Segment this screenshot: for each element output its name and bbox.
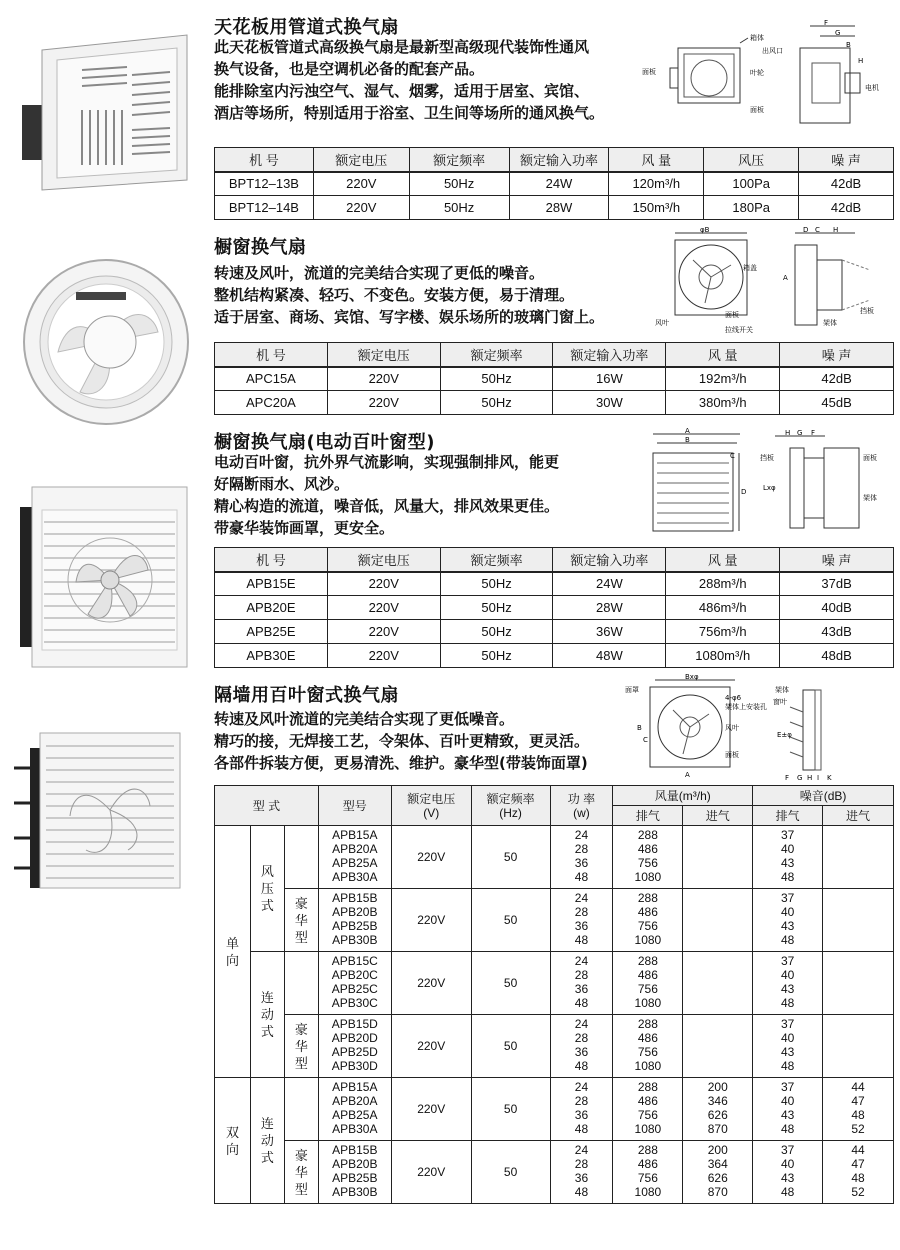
svg-text:Lxφ: Lxφ xyxy=(763,484,776,492)
table-row: APC15A 220V 50Hz 16W 192m³/h 42dB xyxy=(215,367,894,391)
svg-text:B: B xyxy=(637,724,642,732)
svg-text:H: H xyxy=(858,57,864,65)
spec-table-wall-fan xyxy=(214,785,894,1204)
table-row: 豪 华 型 APB15B APB20B APB25B APB30B 220V 50 24 28 36 48 288 486 756 1080 37 40 43 48 xyxy=(215,889,894,952)
section-title: 橱窗换气扇 xyxy=(214,237,307,258)
svg-text:面板: 面板 xyxy=(642,68,656,76)
table-row: APB25E 220V 50Hz 36W 756m³/h 43dB xyxy=(215,620,894,644)
table-row: APB15E 220V 50Hz 24W 288m³/h 37dB xyxy=(215,572,894,596)
svg-text:风叶: 风叶 xyxy=(725,724,739,732)
section-title: 天花板用管道式换气扇 xyxy=(214,17,399,38)
table-row: 豪 华 型 APB15B APB20B APB25B APB30B 220V 50 24 28 36 48 288 486 756 1080 200 364 626 870 37 40 43 48 44 47 48 52 xyxy=(215,1141,894,1204)
svg-text:C: C xyxy=(643,736,648,744)
svg-text:C: C xyxy=(730,452,735,460)
svg-text:D: D xyxy=(741,488,747,496)
svg-text:面板: 面板 xyxy=(725,311,739,319)
svg-text:A: A xyxy=(685,771,690,779)
svg-text:C: C xyxy=(815,226,820,234)
spec-table-window-fan xyxy=(214,342,894,415)
svg-text:面罩: 面罩 xyxy=(625,686,639,694)
table-row: APB20E 220V 50Hz 28W 486m³/h 40dB xyxy=(215,596,894,620)
table-row: 连 动 式 APB15C APB20C APB25C APB30C 220V 50 24 28 36 48 288 486 756 1080 37 40 43 48 xyxy=(215,952,894,1015)
svg-text:F: F xyxy=(811,429,816,437)
svg-text:E±φ: E±φ xyxy=(777,731,792,739)
svg-text:H: H xyxy=(785,429,791,437)
svg-text:箱盖: 箱盖 xyxy=(743,264,757,272)
ceiling-fan-photo xyxy=(12,30,192,195)
section-title: 隔墙用百叶窗式换气扇 xyxy=(214,685,399,706)
table-header-row: 型 式 型号 额定电压 (V) 额定频率 (Hz) 功 率 (w) 风量(m³/h) 噪音(dB) xyxy=(215,786,894,806)
svg-text:F: F xyxy=(785,774,790,782)
spec-table-shutter-fan xyxy=(214,547,894,668)
svg-text:φB: φB xyxy=(700,226,710,234)
svg-text:H: H xyxy=(807,774,813,782)
table-row: APB30E 220V 50Hz 48W 1080m³/h 48dB xyxy=(215,644,894,668)
section-description: 转速及风叶流道的完美结合实现了更低噪音。 精巧的接，无焊接工艺，令架体、百叶更精致，更灵活。 各部件拆装方便，更易清洗、维护。豪华型(带装饰面罩) xyxy=(214,710,590,772)
section-title: 橱窗换气扇(电动百叶窗型) xyxy=(214,432,435,453)
table-header-row: 机 号 额定电压 额定频率 额定输入功率 风 量 噪 声 xyxy=(215,343,894,367)
wall-shutter-fan-diagram xyxy=(625,672,895,784)
svg-text:H: H xyxy=(833,226,839,234)
svg-text:A: A xyxy=(783,274,788,282)
round-window-fan-photo xyxy=(18,252,193,432)
section-description: 转速及风叶，流道的完美结合实现了更低的噪音。 整机结构紧凑、轻巧、不变色。安装方便，易于清理。 适于居室、商场、宾馆、写字楼、娱乐场所的玻璃门窗上。 xyxy=(214,264,605,326)
svg-text:面板: 面板 xyxy=(725,751,739,759)
svg-text:挡板: 挡板 xyxy=(760,454,774,462)
svg-text:B: B xyxy=(685,436,690,444)
svg-text:架体: 架体 xyxy=(823,319,837,327)
table-row: APC20A 220V 50Hz 30W 380m³/h 45dB xyxy=(215,391,894,415)
svg-text:架体: 架体 xyxy=(775,686,789,694)
table-row: 单 向 风 压 式 APB15A APB20A APB25A APB30A 220V 50 24 28 36 48 288 486 756 1080 37 40 43 48 xyxy=(215,826,894,889)
table-row: BPT12–13B 220V 50Hz 24W 120m³/h 100Pa 42dB xyxy=(215,172,894,196)
svg-text:架体: 架体 xyxy=(863,494,877,502)
svg-text:拉线开关: 拉线开关 xyxy=(725,326,753,334)
table-row: BPT12–14B 220V 50Hz 28W 150m³/h 180Pa 42dB xyxy=(215,196,894,220)
table-header-row: 机 号 额定电压 额定频率 额定输入功率 风 量 噪 声 xyxy=(215,548,894,572)
svg-text:架体上安装孔: 架体上安装孔 xyxy=(725,703,767,711)
svg-text:窗叶: 窗叶 xyxy=(773,698,787,706)
svg-text:出风口: 出风口 xyxy=(762,47,783,55)
svg-text:风叶: 风叶 xyxy=(655,319,669,327)
svg-text:叶轮: 叶轮 xyxy=(750,69,764,77)
svg-text:B: B xyxy=(846,41,851,49)
section-description: 电动百叶窗，抗外界气流影响，实现强制排风，能更 好隔断雨水、风沙。 精心构造的流道，噪音低，风量大，排风效果更佳。 带豪华装饰画罩，更安全。 xyxy=(214,453,560,537)
svg-text:挡板: 挡板 xyxy=(860,307,874,315)
svg-text:Bxφ: Bxφ xyxy=(685,673,699,681)
svg-text:电机: 电机 xyxy=(865,84,879,92)
svg-text:G: G xyxy=(797,774,803,782)
shutter-window-fan-diagram xyxy=(645,428,895,543)
svg-text:D: D xyxy=(803,226,809,234)
ceiling-fan-diagram xyxy=(640,18,895,133)
svg-text:A: A xyxy=(685,428,690,435)
svg-text:I: I xyxy=(817,774,820,782)
table-row: 豪 华 型 APB15D APB20D APB25D APB30D 220V 50 24 28 36 48 288 486 756 1080 37 40 43 48 xyxy=(215,1015,894,1078)
table-header-row: 机 号 额定电压 额定频率 额定输入功率 风 量 风压 噪 声 xyxy=(215,148,894,172)
svg-text:G: G xyxy=(797,429,803,437)
section-description: 此天花板管道式高级换气扇是最新型高级现代装饰性通风 换气设备，也是空调机必备的配套产品。 能排除室内污浊空气、湿气、烟雾，适用于居室、宾馆、 酒店等场所，特别适用于浴室、卫生间等场所的通风换气。 xyxy=(214,38,605,122)
table-row: 双 向 连 动 式 APB15A APB20A APB25A APB30A 220V 50 24 28 36 48 288 486 756 1080 200 346 626 870 37 40 43 48 44 47 48 52 xyxy=(215,1078,894,1141)
svg-text:面板: 面板 xyxy=(750,106,764,114)
svg-text:F: F xyxy=(824,19,829,27)
svg-text:箱体: 箱体 xyxy=(750,34,764,42)
svg-text:4-φ6: 4-φ6 xyxy=(725,694,742,702)
svg-text:G: G xyxy=(835,29,841,37)
spec-table-ceiling xyxy=(214,147,894,220)
wall-shutter-fan-photo xyxy=(10,728,190,893)
round-window-fan-diagram xyxy=(655,225,895,340)
svg-text:K: K xyxy=(827,774,832,782)
shutter-window-fan-photo xyxy=(18,482,193,672)
table-subheader-row: 排气 进气 排气 进气 xyxy=(215,806,894,826)
svg-text:面板: 面板 xyxy=(863,454,877,462)
